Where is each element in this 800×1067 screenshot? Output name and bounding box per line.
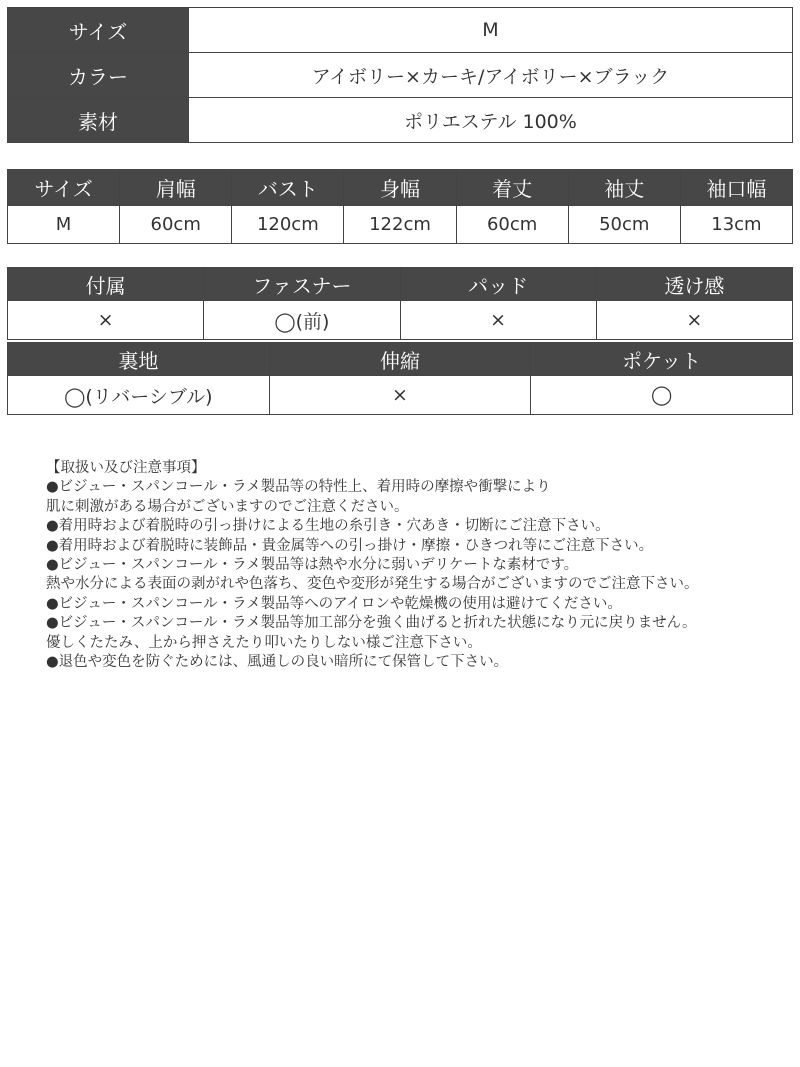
care-note-line: 優しくたたみ、上から押さえたり叩いたりしない様ご注意下さい。 — [46, 634, 482, 651]
size-header: バスト — [232, 170, 344, 206]
size-cell: 120cm — [232, 206, 344, 244]
size-cell: 60cm — [120, 206, 232, 244]
option-value-pad: × — [400, 301, 596, 340]
size-header: 着丈 — [456, 170, 568, 206]
spec-row-material — [8, 98, 793, 143]
size-header: サイズ — [8, 170, 120, 206]
option-value-stretch: × — [269, 376, 531, 415]
option-header-pocket: ポケット — [531, 343, 793, 376]
care-notes-heading: 【取扱い及び注意事項】 — [46, 460, 206, 476]
option-value-pocket: ◯ — [531, 376, 793, 415]
spec-row-color — [8, 53, 793, 98]
options-value-row — [8, 301, 793, 340]
option-header-stretch: 伸縮 — [269, 343, 531, 376]
option-header-pad: パッド — [400, 268, 596, 301]
option-header-accessory: 付属 — [8, 268, 204, 301]
options-header-row — [8, 268, 793, 301]
care-note-line: ●着用時および着脱時に装飾品・貴金属等への引っ掛け・摩擦・ひきつれ等にご注意下さい。 — [46, 537, 654, 554]
care-note-line: ●ビジュー・スパンコール・ラメ製品等へのアイロンや乾燥機の使用は避けてください。 — [46, 595, 622, 612]
spec-value-color: アイボリー×カーキ/アイボリー×ブラック — [189, 53, 793, 98]
care-note-line: ●ビジュー・スパンコール・ラメ製品等は熱や水分に弱いデリケートな素材です。 — [46, 557, 579, 574]
care-notes — [46, 459, 786, 672]
options-header-row — [8, 343, 793, 376]
size-header: 袖口幅 — [680, 170, 792, 206]
care-note-line: 熱や水分による表面の剥がれや色落ち、変色や変形が発生する場合がございますのでご注意下さい。 — [46, 576, 699, 593]
spec-label-color: カラー — [8, 53, 189, 98]
spec-label-size: サイズ — [8, 8, 189, 53]
size-header-row — [8, 170, 793, 206]
size-cell: 122cm — [344, 206, 456, 244]
size-header: 肩幅 — [120, 170, 232, 206]
spec-table — [7, 7, 793, 143]
size-cell: 13cm — [680, 206, 792, 244]
option-value-fastener: ◯(前) — [204, 301, 400, 340]
care-note-line: ●ビジュー・スパンコール・ラメ製品等の特性上、着用時の摩擦や衝撃により — [46, 479, 551, 496]
option-value-accessory: × — [8, 301, 204, 340]
size-cell: 60cm — [456, 206, 568, 244]
option-header-sheerness: 透け感 — [596, 268, 792, 301]
spec-label-material: 素材 — [8, 98, 189, 143]
size-table — [7, 169, 793, 244]
size-cell: 50cm — [568, 206, 680, 244]
option-header-fastener: ファスナー — [204, 268, 400, 301]
option-header-lining: 裏地 — [8, 343, 270, 376]
size-header: 身幅 — [344, 170, 456, 206]
option-value-sheerness: × — [596, 301, 792, 340]
care-note-line: 肌に刺激がある場合がございますのでご注意ください。 — [46, 498, 409, 515]
option-value-lining: ◯(リバーシブル) — [8, 376, 270, 415]
size-row — [8, 206, 793, 244]
care-note-line: ●退色や変色を防ぐためには、風通しの良い暗所にて保管して下さい。 — [46, 654, 509, 671]
size-cell: M — [8, 206, 120, 244]
spec-row-size — [8, 8, 793, 53]
care-note-line: ●着用時および着脱時の引っ掛けによる生地の糸引き・穴あき・切断にご注意下さい。 — [46, 518, 610, 535]
options-table-1 — [7, 267, 793, 340]
options-value-row — [8, 376, 793, 415]
spec-value-material: ポリエステル 100% — [189, 98, 793, 143]
size-header: 袖丈 — [568, 170, 680, 206]
options-table-2 — [7, 342, 793, 415]
care-note-line: ●ビジュー・スパンコール・ラメ製品等加工部分を強く曲げると折れた状態になり元に戻りません。 — [46, 615, 697, 632]
spec-value-size: M — [189, 8, 793, 53]
